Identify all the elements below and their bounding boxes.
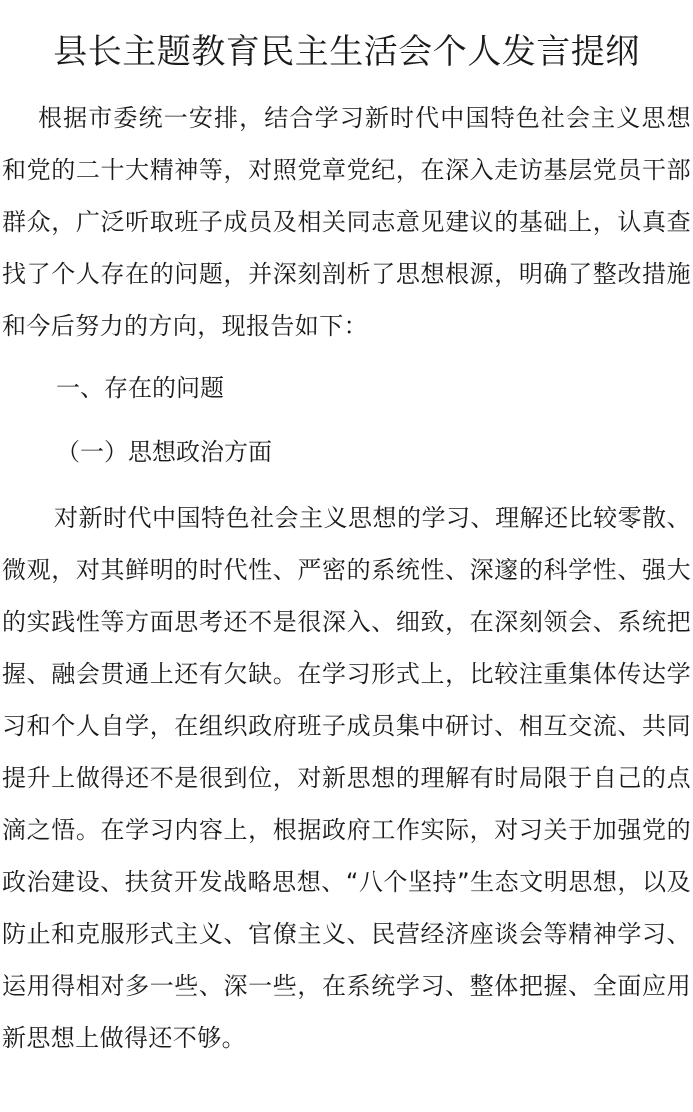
subsection-heading: （一）思想政治方面 <box>56 438 272 466</box>
document-title: 县长主题教育民主生活会个人发言提纲 <box>53 32 640 72</box>
body-paragraph: 对新时代中国特色社会主义思想的学习、理解还比较零散、微观，对其鲜明的时代性、严密的系统性、深邃的科学性、强大的实践性等方面思考还不是很深入、细致，在深刻领会、系统把握、融会贯通上还有欠缺。在学习形式上，比较注重集体传达学习和个人自学，在组织政府班子成员集中研讨、相互交流、共同提升上做得还不是很到位，对新思想的理解有时局限于自己的点滴之悟。在学习内容上，根据政府工作实际，对习关于加强党的政治建设、扶贫开发战略思想、“八个坚持”生态文明思想，以及防止和克服形式主义、官僚主义、民营经济座谈会等精神学习、运用得相对多一些、深一些，在系统学习、整体把握、全面应用新思想上做得还不够。 <box>2 504 691 1052</box>
section-heading: 一、存在的问题 <box>56 374 224 402</box>
intro-paragraph: 根据市委统一安排，结合学习新时代中国特色社会主义思想和党的二十大精神等，对照党章党纪，在深入走访基层党员干部群众，广泛听取班子成员及相关同志意见建议的基础上，认真查找了个人存在的问题，并深刻剖析了思想根源，明确了整改措施和今后努力的方向，现报告如下： <box>2 104 691 340</box>
